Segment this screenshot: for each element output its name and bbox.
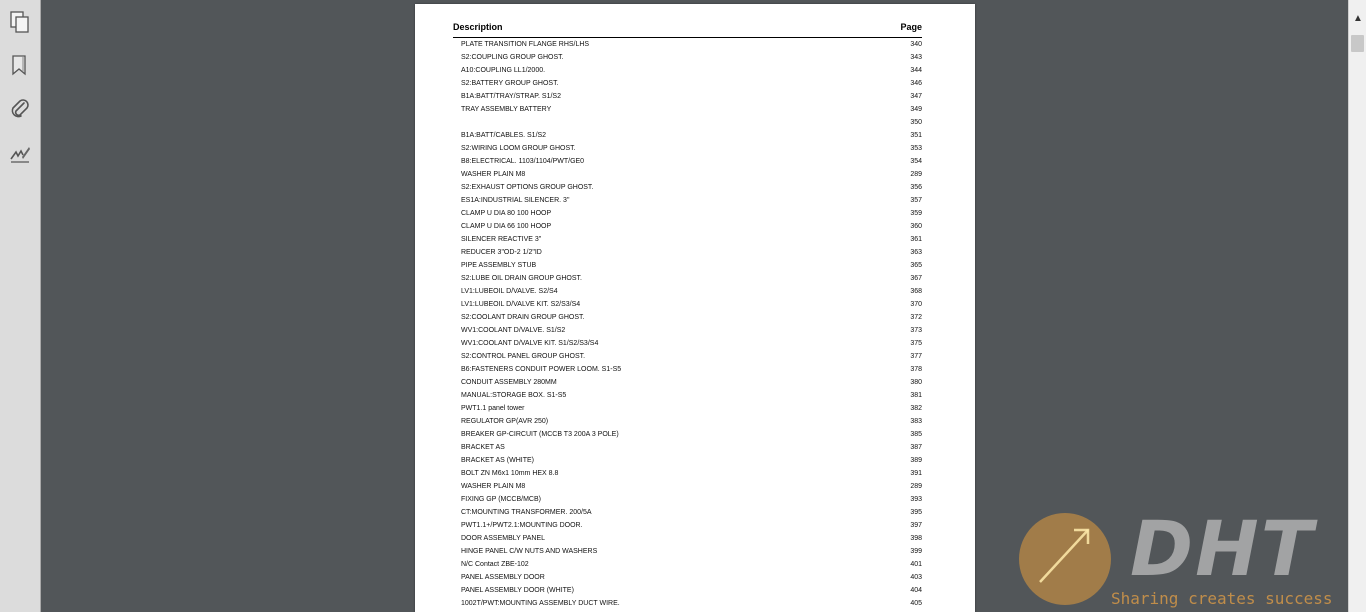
row-page-number: 354 (910, 158, 922, 165)
scroll-thumb[interactable] (1351, 35, 1364, 52)
table-row (453, 220, 922, 233)
row-page-number: 346 (910, 80, 922, 87)
document-viewer[interactable] (42, 0, 1348, 612)
signature-icon (8, 141, 32, 165)
row-description: B6:FASTENERS CONDUIT POWER LOOM. S1-S5 (461, 366, 622, 373)
row-description: WASHER PLAIN M8 (461, 483, 526, 490)
row-page-number: 403 (910, 574, 922, 581)
row-description: PIPE ASSEMBLY STUB (461, 262, 537, 269)
row-page-number: 382 (910, 405, 922, 412)
table-row (453, 259, 922, 272)
bookmarks-button[interactable] (6, 52, 34, 80)
row-description: B1A:BATT/TRAY/STRAP. S1/S2 (461, 93, 561, 100)
table-row (453, 350, 922, 363)
table-row (453, 493, 922, 506)
row-page-number: 393 (910, 496, 922, 503)
row-description: B1A:BATT/CABLES. S1/S2 (461, 132, 547, 139)
table-row (453, 233, 922, 246)
row-page-number: 380 (910, 379, 922, 386)
row-description: BOLT ZN M6x1 10mm HEX 8.8 (461, 470, 559, 477)
row-description: A10:COUPLING LL1/2000. (461, 67, 546, 74)
row-page-number: 340 (910, 41, 922, 48)
table-row (453, 337, 922, 350)
row-description: WV1:COOLANT D/VALVE. S1/S2 (461, 327, 566, 334)
row-page-number: 367 (910, 275, 922, 282)
table-row (453, 77, 922, 90)
row-description: REDUCER 3"OD-2 1/2"ID (461, 249, 542, 256)
row-description: S2:WIRING LOOM GROUP GHOST. (461, 145, 576, 152)
table-row (453, 376, 922, 389)
bookmark-icon (8, 54, 32, 78)
table-row (453, 415, 922, 428)
row-page-number: 391 (910, 470, 922, 477)
table-row (453, 246, 922, 259)
row-description: 1002T/PWT:MOUNTING ASSEMBLY DUCT WIRE. (461, 600, 620, 607)
table-row (453, 194, 922, 207)
navigation-sidebar (0, 0, 41, 612)
row-description: REGULATOR GP(AVR 250) (461, 418, 549, 425)
table-row (453, 129, 922, 142)
row-description: CT:MOUNTING TRANSFORMER. 200/5A (461, 509, 592, 516)
row-description: HINGE PANEL C/W NUTS AND WASHERS (461, 548, 598, 555)
row-page-number: 359 (910, 210, 922, 217)
table-row (453, 428, 922, 441)
row-page-number: 368 (910, 288, 922, 295)
table-row (453, 532, 922, 545)
row-description: DOOR ASSEMBLY PANEL (461, 535, 546, 542)
table-row (453, 155, 922, 168)
row-page-number: 377 (910, 353, 922, 360)
row-page-number: 405 (910, 600, 922, 607)
row-description: PANEL ASSEMBLY DOOR (461, 574, 545, 581)
table-row (453, 51, 922, 64)
row-page-number: 383 (910, 418, 922, 425)
row-page-number: 395 (910, 509, 922, 516)
row-page-number: 289 (910, 171, 922, 178)
table-row (453, 285, 922, 298)
table-row (453, 584, 922, 597)
row-description: WV1:COOLANT D/VALVE KIT. S1/S2/S3/S4 (461, 340, 599, 347)
row-description: ES1A:INDUSTRIAL SILENCER. 3" (461, 197, 570, 204)
row-description: S2:COOLANT DRAIN GROUP GHOST. (461, 314, 585, 321)
row-page-number: 387 (910, 444, 922, 451)
row-description: S2:LUBE OIL DRAIN GROUP GHOST. (461, 275, 582, 282)
watermark-logo-text: DHT (1130, 504, 1315, 593)
table-row (453, 480, 922, 493)
table-row (453, 545, 922, 558)
row-description: B8:ELECTRICAL. 1103/1104/PWT/GE0 (461, 158, 585, 165)
table-row (453, 142, 922, 155)
row-description: N/C Contact ZBE-102 (461, 561, 529, 568)
row-description: LV1:LUBEOIL D/VALVE KIT. S2/S3/S4 (461, 301, 581, 308)
parts-index-list (453, 38, 922, 610)
table-row (453, 272, 922, 285)
row-page-number: 347 (910, 93, 922, 100)
scroll-up-button[interactable] (1349, 10, 1366, 26)
signatures-button[interactable] (6, 139, 34, 167)
row-page-number: 365 (910, 262, 922, 269)
row-page-number: 385 (910, 431, 922, 438)
row-description: S2:COUPLING GROUP GHOST. (461, 54, 564, 61)
row-page-number: 373 (910, 327, 922, 334)
row-page-number: 401 (910, 561, 922, 568)
row-page-number: 372 (910, 314, 922, 321)
row-description: FIXING GP (MCCB/MCB) (461, 496, 541, 503)
row-description: CONDUIT ASSEMBLY 280MM (461, 379, 557, 386)
table-header (453, 22, 922, 38)
row-page-number: 361 (910, 236, 922, 243)
row-description: PLATE TRANSITION FLANGE RHS/LHS (461, 41, 590, 48)
row-page-number: 289 (910, 483, 922, 490)
table-row (453, 506, 922, 519)
row-page-number: 398 (910, 535, 922, 542)
row-description: CLAMP U DIA 66 100 HOOP (461, 223, 552, 230)
row-page-number: 357 (910, 197, 922, 204)
table-row (453, 467, 922, 480)
row-page-number: 397 (910, 522, 922, 529)
column-header-page: Page (900, 22, 922, 32)
table-row (453, 181, 922, 194)
row-page-number: 360 (910, 223, 922, 230)
row-description: SILENCER REACTIVE 3" (461, 236, 542, 243)
row-description: S2:CONTROL PANEL GROUP GHOST. (461, 353, 586, 360)
table-row (453, 38, 922, 51)
row-page-number: 404 (910, 587, 922, 594)
row-page-number: 375 (910, 340, 922, 347)
table-row (453, 207, 922, 220)
table-row (453, 454, 922, 467)
column-header-description: Description (453, 22, 503, 32)
row-description: S2:BATTERY GROUP GHOST. (461, 80, 559, 87)
row-description: MANUAL:STORAGE BOX. S1-S5 (461, 392, 567, 399)
row-page-number: 363 (910, 249, 922, 256)
table-row (453, 168, 922, 181)
table-row (453, 558, 922, 571)
table-row (453, 116, 922, 129)
table-row (453, 363, 922, 376)
document-page (415, 4, 975, 612)
row-page-number: 381 (910, 392, 922, 399)
row-page-number: 389 (910, 457, 922, 464)
row-description: BRACKET AS (WHITE) (461, 457, 534, 464)
table-row (453, 571, 922, 584)
pages-icon (8, 10, 32, 34)
row-description: BRACKET AS (461, 444, 505, 451)
row-page-number: 351 (910, 132, 922, 139)
row-page-number: 370 (910, 301, 922, 308)
row-description: PWT1.1+/PWT2.1:MOUNTING DOOR. (461, 522, 583, 529)
table-row (453, 298, 922, 311)
row-page-number: 356 (910, 184, 922, 191)
table-row (453, 64, 922, 77)
row-description: TRAY ASSEMBLY BATTERY (461, 106, 552, 113)
row-description: PWT1.1 panel tower (461, 405, 525, 412)
table-row (453, 597, 922, 610)
table-row (453, 519, 922, 532)
row-page-number: 344 (910, 67, 922, 74)
row-description: PANEL ASSEMBLY DOOR (WHITE) (461, 587, 574, 594)
row-page-number: 349 (910, 106, 922, 113)
arrow-up-icon: ▲ (1353, 12, 1363, 24)
row-description: BREAKER GP-CIRCUIT (MCCB T3 200A 3 POLE) (461, 431, 619, 438)
table-row (453, 389, 922, 402)
attachment-icon (8, 97, 32, 121)
row-description: S2:EXHAUST OPTIONS GROUP GHOST. (461, 184, 594, 191)
row-page-number: 343 (910, 54, 922, 61)
vertical-scrollbar[interactable] (1348, 0, 1366, 612)
table-row (453, 441, 922, 454)
row-page-number: 350 (910, 119, 922, 126)
row-description: CLAMP U DIA 80 100 HOOP (461, 210, 552, 217)
row-description: LV1:LUBEOIL D/VALVE. S2/S4 (461, 288, 558, 295)
row-description: WASHER PLAIN M8 (461, 171, 526, 178)
table-row (453, 311, 922, 324)
table-row (453, 324, 922, 337)
row-page-number: 353 (910, 145, 922, 152)
attachments-button[interactable] (6, 95, 34, 123)
table-row (453, 402, 922, 415)
table-row (453, 103, 922, 116)
watermark-slogan: Sharing creates success (1111, 589, 1333, 608)
row-page-number: 378 (910, 366, 922, 373)
row-page-number: 399 (910, 548, 922, 555)
table-row (453, 90, 922, 103)
page-thumbnails-button[interactable] (6, 8, 34, 36)
